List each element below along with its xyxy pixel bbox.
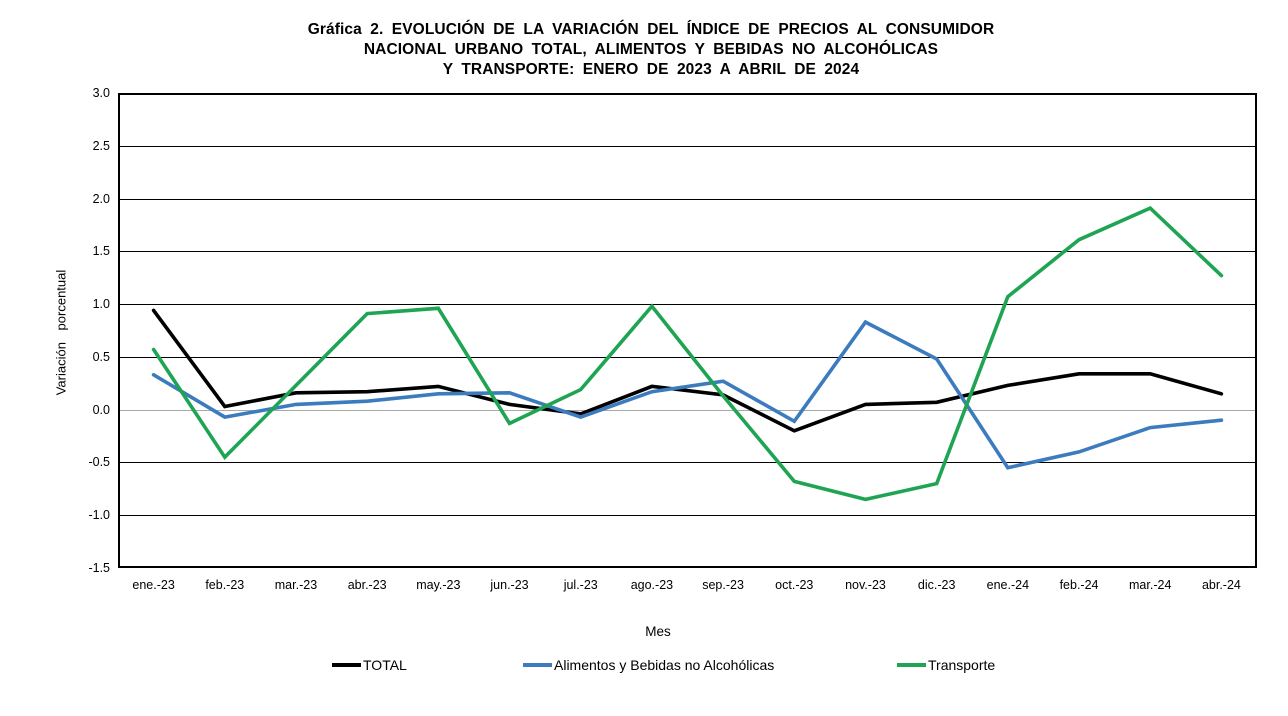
legend-item-transporte [897, 656, 995, 674]
x-tick-label: ago.-23 [630, 578, 674, 592]
legend-label-alimentos: Alimentos y Bebidas no Alcohólicas [554, 657, 775, 673]
x-tick-label: feb.-24 [1059, 578, 1099, 592]
alimentos-line-swatch-icon [523, 663, 552, 667]
y-tick-label: -1.5 [88, 561, 110, 575]
plot-area [118, 93, 1257, 568]
legend-item-alimentos [523, 656, 774, 674]
y-tick-label: -0.5 [88, 455, 110, 470]
x-tick-label: jul.-23 [563, 578, 598, 592]
x-tick-label: jun.-23 [490, 578, 529, 592]
series-line-0 [154, 310, 1222, 430]
y-tick-label: 1.0 [92, 297, 110, 312]
legend-label-total: TOTAL [363, 657, 407, 673]
y-tick-label: -1.0 [88, 508, 110, 523]
x-tick-label: ene.-24 [986, 578, 1030, 592]
plot-border [119, 94, 1256, 567]
x-tick-label: mar.-24 [1129, 578, 1172, 592]
y-tick-label: 2.0 [92, 191, 110, 206]
x-tick-label: oct.-23 [775, 578, 814, 592]
x-tick-label: sep.-23 [702, 578, 744, 592]
legend-item-total [332, 656, 407, 674]
transporte-line-swatch-icon [897, 663, 926, 667]
legend-label-transporte: Transporte [928, 657, 996, 673]
x-tick-label: dic.-23 [917, 578, 956, 592]
total-line-swatch-icon [332, 663, 361, 667]
x-tick-label: ene.-23 [132, 578, 175, 592]
y-tick-label: 0.0 [92, 402, 110, 417]
chart-title [10, 20, 1288, 80]
x-tick-label: may.-23 [416, 578, 461, 592]
x-tick-label: abr.-24 [1201, 578, 1241, 592]
chart-title-line-2: NACIONAL URBANO TOTAL, ALIMENTOS Y BEBIDAS NO ALCOHÓLICAS [363, 41, 939, 58]
x-tick-label: nov.-23 [845, 578, 886, 592]
chart-title-line-3: Y TRANSPORTE: ENERO DE 2023 A ABRIL DE 2024 [442, 61, 860, 78]
series-line-1 [154, 322, 1222, 468]
y-tick-label: 1.5 [92, 244, 110, 259]
x-tick-label: abr.-23 [347, 578, 387, 592]
y-tick-label: 0.5 [92, 349, 110, 364]
x-tick-label: mar.-23 [274, 578, 318, 592]
chart-title-line-1: Gráfica 2. EVOLUCIÓN DE LA VARIACIÓN DEL ÍNDICE DE PRECIOS AL CONSUMIDOR [307, 21, 995, 38]
x-tick-label: feb.-23 [205, 578, 245, 592]
x-axis-title: Mes [645, 624, 671, 639]
y-tick-label: 3.0 [92, 86, 110, 100]
y-tick-label: 2.5 [92, 138, 110, 153]
y-axis-title: Variación porcentual [53, 269, 69, 396]
